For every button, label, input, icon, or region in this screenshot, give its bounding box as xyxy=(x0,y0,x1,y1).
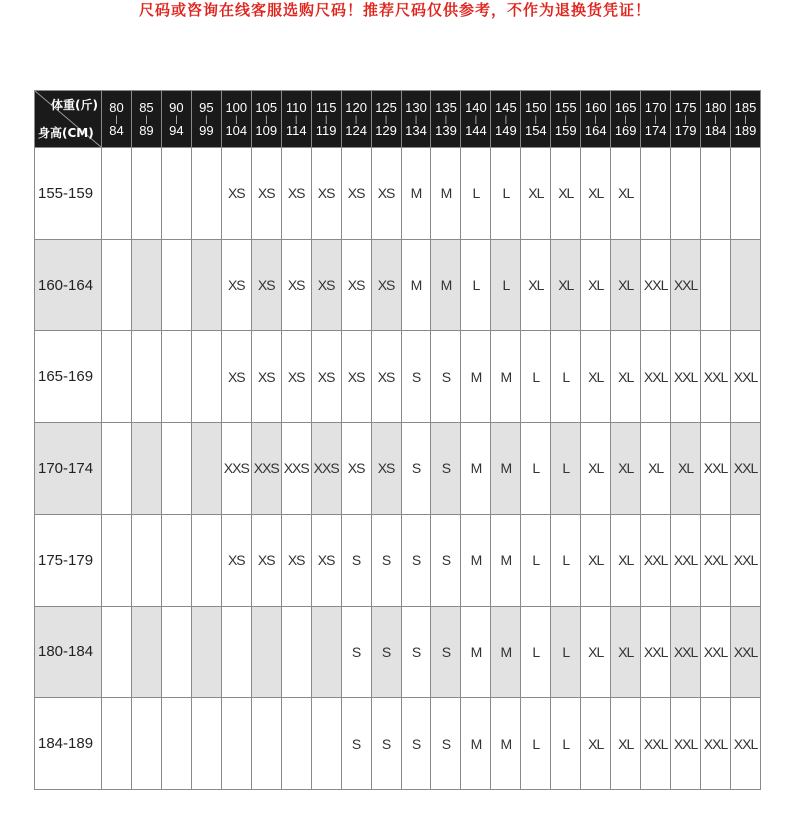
weight-column-header xyxy=(161,91,191,148)
weight-range-end: 119 xyxy=(315,123,337,138)
size-cell: XXL xyxy=(641,331,671,423)
size-cell: M xyxy=(491,514,521,606)
size-cell: XS xyxy=(311,239,341,331)
weight-column-header xyxy=(731,91,761,148)
weight-range-end: 104 xyxy=(225,123,248,138)
weight-column-header xyxy=(102,91,132,148)
size-cell: M xyxy=(461,331,491,423)
weight-range-end: 189 xyxy=(734,123,757,138)
size-cell: XL xyxy=(611,331,641,423)
table-row xyxy=(35,423,761,515)
size-cell: M xyxy=(491,331,521,423)
weight-range-start: 80 xyxy=(109,100,124,115)
size-cell: L xyxy=(551,606,581,698)
size-cell: XS xyxy=(221,514,251,606)
size-cell: XXL xyxy=(641,606,671,698)
size-cell: M xyxy=(461,698,491,790)
weight-column-header xyxy=(251,91,281,148)
size-cell: XS xyxy=(251,239,281,331)
size-cell: XXS xyxy=(281,423,311,515)
weight-range-end: 114 xyxy=(285,123,307,138)
size-cell: XL xyxy=(671,423,701,515)
size-cell: S xyxy=(401,514,431,606)
height-range-cell: 184-189 xyxy=(35,698,102,790)
size-cell: L xyxy=(491,148,521,240)
size-cell: XS xyxy=(371,148,401,240)
weight-range-start: 175 xyxy=(674,100,697,115)
size-cell: S xyxy=(401,698,431,790)
weight-column-header xyxy=(221,91,251,148)
size-cell: S xyxy=(401,606,431,698)
weight-range-end: 154 xyxy=(524,123,547,138)
size-cell: L xyxy=(521,514,551,606)
size-cell: XL xyxy=(581,514,611,606)
size-cell: XXL xyxy=(731,606,761,698)
size-cell xyxy=(191,698,221,790)
size-cell: L xyxy=(521,423,551,515)
size-cell xyxy=(311,698,341,790)
weight-range-start: 180 xyxy=(704,100,727,115)
weight-range-start: 130 xyxy=(405,100,427,115)
size-cell: XS xyxy=(221,331,251,423)
size-cell: XL xyxy=(581,331,611,423)
size-cell: XL xyxy=(611,148,641,240)
weight-range-separator: | xyxy=(624,114,627,124)
weight-column-header xyxy=(281,91,311,148)
size-cell: XS xyxy=(311,514,341,606)
weight-column-header xyxy=(551,91,581,148)
size-cell xyxy=(311,606,341,698)
size-cell: XS xyxy=(311,331,341,423)
size-cell: S xyxy=(371,606,401,698)
size-cell xyxy=(191,423,221,515)
size-cell xyxy=(131,514,161,606)
weight-range-end: 99 xyxy=(199,123,214,138)
size-cell: S xyxy=(431,423,461,515)
weight-range-separator: | xyxy=(414,114,418,124)
size-cell: XL xyxy=(611,514,641,606)
size-cell: M xyxy=(491,606,521,698)
weight-range-separator: | xyxy=(564,114,567,124)
weight-column-header xyxy=(521,91,551,148)
weight-column-header xyxy=(641,91,671,148)
size-cell xyxy=(131,239,161,331)
size-cell: S xyxy=(341,698,371,790)
weight-range-start: 100 xyxy=(225,100,248,115)
weight-range-start: 170 xyxy=(644,100,667,115)
size-cell: XL xyxy=(581,698,611,790)
size-cell xyxy=(161,148,191,240)
size-cell: XS xyxy=(311,148,341,240)
table-row xyxy=(35,698,761,790)
size-cell xyxy=(191,331,221,423)
size-cell: XXL xyxy=(671,331,701,423)
weight-range-separator: | xyxy=(654,114,657,124)
weight-range-start: 105 xyxy=(255,100,278,115)
size-cell: L xyxy=(551,331,581,423)
weight-range-separator: | xyxy=(115,114,118,124)
weight-range-end: 164 xyxy=(584,123,607,138)
weight-range-separator: | xyxy=(235,114,238,124)
size-cell: S xyxy=(401,331,431,423)
weight-range-separator: | xyxy=(205,114,208,124)
size-cell xyxy=(251,606,281,698)
size-cell xyxy=(102,606,132,698)
weight-range-start: 135 xyxy=(435,100,457,115)
weight-axis-label: 体重(斤) xyxy=(51,98,98,112)
weight-range-end: 159 xyxy=(554,123,577,138)
size-cell: XL xyxy=(551,148,581,240)
weight-range-start: 125 xyxy=(375,100,397,115)
size-cell: XXL xyxy=(731,331,761,423)
size-cell: S xyxy=(431,331,461,423)
size-cell: XXL xyxy=(731,514,761,606)
table-row xyxy=(35,148,761,240)
size-cell: M xyxy=(491,698,521,790)
table-row xyxy=(35,331,761,423)
size-cell: XS xyxy=(251,148,281,240)
size-cell: S xyxy=(401,423,431,515)
weight-column-header xyxy=(431,91,461,148)
size-cell: S xyxy=(431,514,461,606)
weight-range-end: 174 xyxy=(644,123,667,138)
weight-range-start: 155 xyxy=(554,100,577,115)
size-cell: XL xyxy=(611,239,641,331)
size-cell: XS xyxy=(341,331,371,423)
size-cell: XL xyxy=(611,423,641,515)
height-range-cell: 175-179 xyxy=(35,514,102,606)
height-range-cell: 170-174 xyxy=(35,423,102,515)
size-cell: M xyxy=(431,239,461,331)
size-cell: XL xyxy=(581,606,611,698)
weight-range-separator: | xyxy=(714,114,717,124)
size-cell: XXS xyxy=(221,423,251,515)
weight-column-header xyxy=(401,91,431,148)
weight-range-separator: | xyxy=(145,114,148,124)
size-cell: XL xyxy=(611,698,641,790)
size-cell xyxy=(102,514,132,606)
size-cell xyxy=(102,239,132,331)
size-cell xyxy=(641,148,671,240)
weight-column-header xyxy=(191,91,221,148)
size-cell: XS xyxy=(281,148,311,240)
size-cell xyxy=(221,698,251,790)
size-cell: M xyxy=(401,239,431,331)
size-cell: XXL xyxy=(671,698,701,790)
weight-range-end: 84 xyxy=(109,123,124,138)
size-cell xyxy=(191,606,221,698)
size-cell xyxy=(281,606,311,698)
size-cell: S xyxy=(431,606,461,698)
weight-range-separator: | xyxy=(384,114,388,124)
weight-range-end: 124 xyxy=(345,123,367,138)
weight-range-separator: | xyxy=(444,114,448,124)
size-cell: L xyxy=(521,331,551,423)
size-cell: XS xyxy=(281,331,311,423)
size-cell: XXL xyxy=(701,514,731,606)
weight-range-end: 139 xyxy=(435,123,457,138)
size-cell xyxy=(161,239,191,331)
weight-range-separator: | xyxy=(594,114,597,124)
size-cell: XS xyxy=(341,423,371,515)
size-cell: XXL xyxy=(701,698,731,790)
size-cell: M xyxy=(431,148,461,240)
table-row xyxy=(35,514,761,606)
size-cell: XXL xyxy=(731,698,761,790)
size-cell xyxy=(161,514,191,606)
weight-column-header xyxy=(371,91,401,148)
weight-range-start: 150 xyxy=(524,100,547,115)
size-cell xyxy=(161,423,191,515)
weight-column-header xyxy=(611,91,641,148)
weight-range-end: 129 xyxy=(375,123,397,138)
weight-range-separator: | xyxy=(265,114,268,124)
size-cell: M xyxy=(461,423,491,515)
weight-range-end: 94 xyxy=(169,123,184,138)
table-row xyxy=(35,606,761,698)
size-cell: XS xyxy=(251,514,281,606)
size-cell: XS xyxy=(221,148,251,240)
weight-column-header xyxy=(701,91,731,148)
size-cell: XXS xyxy=(251,423,281,515)
weight-range-start: 185 xyxy=(734,100,757,115)
size-cell: XL xyxy=(581,239,611,331)
weight-range-separator: | xyxy=(504,114,508,124)
size-cell xyxy=(161,698,191,790)
size-cell xyxy=(251,698,281,790)
size-cell xyxy=(102,423,132,515)
weight-range-separator: | xyxy=(324,114,328,124)
weight-range-separator: | xyxy=(175,114,178,124)
size-cell xyxy=(191,239,221,331)
height-axis-label: 身高(CM) xyxy=(38,126,94,140)
weight-range-end: 134 xyxy=(405,123,427,138)
weight-column-header xyxy=(461,91,491,148)
size-cell: S xyxy=(371,698,401,790)
size-cell: XS xyxy=(281,514,311,606)
size-cell: XXL xyxy=(641,514,671,606)
weight-range-start: 120 xyxy=(345,100,367,115)
size-cell: S xyxy=(431,698,461,790)
size-cell xyxy=(731,148,761,240)
size-cell: XXS xyxy=(311,423,341,515)
weight-range-end: 179 xyxy=(674,123,697,138)
weight-range-separator: | xyxy=(684,114,687,124)
height-range-cell: 155-159 xyxy=(35,148,102,240)
size-cell: XXL xyxy=(701,423,731,515)
weight-range-start: 165 xyxy=(614,100,637,115)
weight-range-start: 115 xyxy=(315,100,337,115)
size-cell: L xyxy=(551,698,581,790)
weight-column-header xyxy=(311,91,341,148)
weight-header-row xyxy=(35,91,761,148)
size-cell xyxy=(131,698,161,790)
size-cell xyxy=(161,606,191,698)
size-cell: L xyxy=(461,239,491,331)
size-cell xyxy=(191,148,221,240)
size-cell: M xyxy=(461,514,491,606)
weight-range-end: 184 xyxy=(704,123,727,138)
weight-range-end: 109 xyxy=(255,123,278,138)
size-cell xyxy=(731,239,761,331)
size-cell xyxy=(701,148,731,240)
weight-range-start: 85 xyxy=(139,100,154,115)
weight-range-separator: | xyxy=(474,114,478,124)
weight-range-start: 90 xyxy=(169,100,184,115)
header-corner xyxy=(35,91,102,148)
size-cell: XS xyxy=(371,331,401,423)
weight-column-header xyxy=(341,91,371,148)
size-cell: XXL xyxy=(671,239,701,331)
weight-range-start: 160 xyxy=(584,100,607,115)
size-cell: XS xyxy=(221,239,251,331)
size-cell: S xyxy=(341,606,371,698)
size-cell: M xyxy=(461,606,491,698)
size-cell: XXL xyxy=(671,606,701,698)
weight-range-end: 144 xyxy=(465,123,487,138)
weight-range-separator: | xyxy=(295,114,298,124)
size-cell: XL xyxy=(611,606,641,698)
size-chart-table xyxy=(34,90,761,790)
size-cell xyxy=(131,606,161,698)
weight-column-header xyxy=(581,91,611,148)
table-row xyxy=(35,239,761,331)
height-range-cell: 160-164 xyxy=(35,239,102,331)
size-cell: S xyxy=(341,514,371,606)
size-cell: L xyxy=(521,698,551,790)
weight-range-start: 145 xyxy=(495,100,517,115)
size-cell xyxy=(131,423,161,515)
weight-range-separator: | xyxy=(354,114,358,124)
weight-range-end: 169 xyxy=(614,123,637,138)
size-cell: L xyxy=(551,514,581,606)
size-cell xyxy=(191,514,221,606)
size-cell xyxy=(131,331,161,423)
size-cell: XL xyxy=(521,148,551,240)
size-cell: S xyxy=(371,514,401,606)
size-cell xyxy=(281,698,311,790)
size-cell: XL xyxy=(551,239,581,331)
size-cell: L xyxy=(521,606,551,698)
size-cell: XS xyxy=(371,239,401,331)
size-cell: XS xyxy=(341,239,371,331)
size-cell xyxy=(161,331,191,423)
weight-column-header xyxy=(131,91,161,148)
size-cell xyxy=(701,239,731,331)
weight-range-start: 140 xyxy=(465,100,487,115)
size-cell: XXL xyxy=(701,331,731,423)
weight-range-separator: | xyxy=(744,114,747,124)
weight-column-header xyxy=(671,91,701,148)
height-range-cell: 180-184 xyxy=(35,606,102,698)
size-cell xyxy=(131,148,161,240)
size-cell: L xyxy=(491,239,521,331)
size-cell: XL xyxy=(641,423,671,515)
size-cell: M xyxy=(491,423,521,515)
size-cell: XL xyxy=(521,239,551,331)
weight-column-header xyxy=(491,91,521,148)
weight-range-end: 149 xyxy=(495,123,517,138)
size-cell: XXL xyxy=(641,239,671,331)
size-cell xyxy=(102,148,132,240)
weight-range-start: 110 xyxy=(285,100,307,115)
size-cell: XXL xyxy=(671,514,701,606)
size-notice: 尺码或咨询在线客服选购尺码！推荐尺码仅供参考，不作为退换货凭证！ xyxy=(138,1,651,19)
size-cell: XL xyxy=(581,148,611,240)
size-cell: M xyxy=(401,148,431,240)
size-cell: L xyxy=(551,423,581,515)
size-cell xyxy=(671,148,701,240)
size-cell: L xyxy=(461,148,491,240)
size-cell xyxy=(221,606,251,698)
size-cell: XL xyxy=(581,423,611,515)
size-cell xyxy=(102,698,132,790)
weight-range-end: 89 xyxy=(139,123,154,138)
size-cell: XS xyxy=(371,423,401,515)
size-cell: XXL xyxy=(701,606,731,698)
size-cell xyxy=(102,331,132,423)
height-range-cell: 165-169 xyxy=(35,331,102,423)
size-cell: XS xyxy=(281,239,311,331)
size-table-body xyxy=(35,148,761,790)
weight-range-start: 95 xyxy=(199,100,214,115)
size-cell: XXL xyxy=(641,698,671,790)
weight-range-separator: | xyxy=(534,114,537,124)
size-cell: XS xyxy=(341,148,371,240)
size-cell: XS xyxy=(251,331,281,423)
size-cell: XXL xyxy=(731,423,761,515)
